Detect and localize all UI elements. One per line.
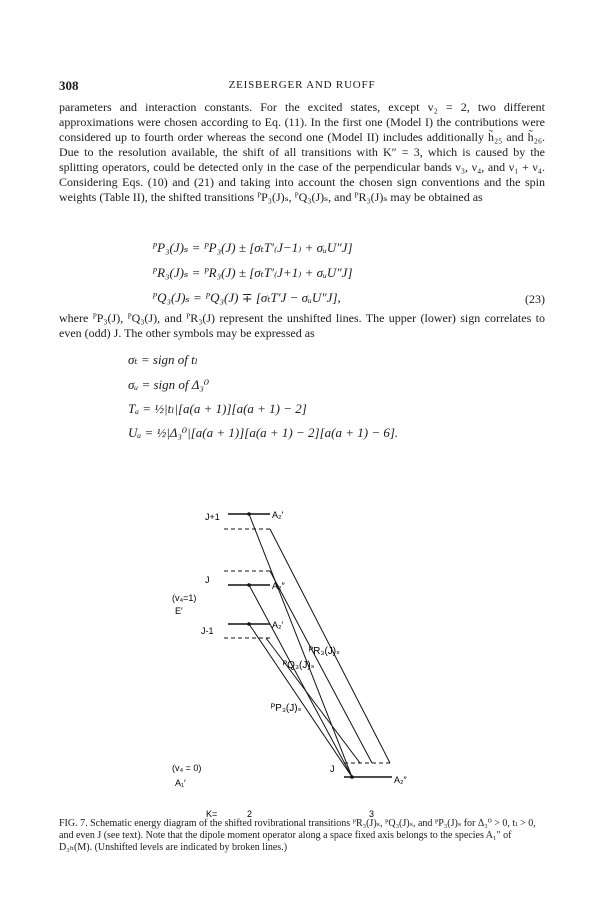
lower-state-quantum: (v₄ = 0) xyxy=(172,763,202,773)
symmetry-label: A₂″ xyxy=(394,775,407,785)
transition-label-q: ᴾQ₃(J)ₛ xyxy=(283,660,315,671)
page-number: 308 xyxy=(59,78,79,93)
running-head: ZEISBERGER AND RUOFF xyxy=(228,79,376,91)
transition-line-q-shifted xyxy=(249,585,352,777)
figure-caption: FIG. 7. Schematic energy diagram of the shifted rovibrational transitions ᴾR₃(J)ₛ, ᴾQ₃(J)ₛ, and ᴾP₃(J)ₛ for Δ₃⁰ > 0, tₗ > 0, and even J (see text). Note that the dipole moment operator along a space fixed axis belongs to the species A₁″ of D₃ₕ(M). (Unshifted levels are indicated by broken lines.) xyxy=(59,818,536,853)
k-axis-label: K= xyxy=(206,809,218,819)
transition-label-r: ᴾR₃(J)ₛ xyxy=(309,646,340,657)
transition-label-p: ᴾP₃(J)ₛ xyxy=(271,703,302,714)
body-paragraph-2: where ᴾP₃(J), ᴾQ₃(J), and ᴾR₃(J) represent the unshifted lines. The upper (lower) sign correlates to even (odd) J. The other symbols may be expressed as xyxy=(59,311,545,340)
k-axis-value: 2 xyxy=(247,809,253,819)
definition-u-a: Uₐ = ½|Δ₃⁰|[a(a + 1)][a(a + 1) − 2][a(a + 1) − 6]. xyxy=(128,425,399,440)
k-axis-value: 3 xyxy=(369,809,375,819)
symmetry-label: A₂′ xyxy=(272,510,284,520)
definition-t-a: Tₐ = ½|tₗ|[a(a + 1)][a(a + 1) − 2] xyxy=(128,401,307,416)
upper-state-quantum: (v₄=1) xyxy=(172,593,197,603)
upper-level-label: J xyxy=(205,575,210,585)
symmetry-label: A₂′ xyxy=(272,620,284,630)
symmetry-label: A₂″ xyxy=(272,581,285,591)
lower-level-label: J xyxy=(330,764,335,774)
equation-p: ᴾP₃(J)ₛ = ᴾP₃(J) ± [σₜT′₍J−1₎ + σᵤU″J] xyxy=(152,240,353,255)
upper-level-label: J-1 xyxy=(201,626,214,636)
body-paragraph-1: parameters and interaction constants. For the excited states, except v₂ = 2, two different approximations were chosen according to Eq. (11). In the first one (Model I) the contributions were considered up to fourth order whereas the second one (Model II) includes additionally h̃₂₅ and h̃₂₆. Due to the resolution available, the shift of all transitions with K″ = 3, which is caused by the splitting operators, could be detected only in the case of the perpendicular bands ν₃, ν₄, and ν₁ + ν₄. Considering Eqs. (10) and (21) and taking into account the chosen sign conventions and the spin weights (Table II), the shifted transitions ᴾP₃(J)ₛ, ᴾQ₃(J)ₛ, and ᴾR₃(J)ₛ may be obtained as xyxy=(59,100,545,204)
equation-r: ᴾR₃(J)ₛ = ᴾR₃(J) ± [σₜT′₍J+1₎ + σᵤU″J] xyxy=(152,265,353,280)
definition-sigma-u: σᵤ = sign of Δ₃⁰ xyxy=(128,377,210,392)
upper-level-label: J+1 xyxy=(205,512,220,522)
upper-state-symmetry: E′ xyxy=(175,606,183,616)
lower-state-symmetry: A₁′ xyxy=(175,778,186,788)
equation-q: ᴾQ₃(J)ₛ = ᴾQ₃(J) ∓ [σₜT′J − σᵤU″J], xyxy=(152,290,341,305)
definition-sigma-t: σₜ = sign of tₗ xyxy=(128,352,198,367)
equation-number: (23) xyxy=(525,292,545,306)
